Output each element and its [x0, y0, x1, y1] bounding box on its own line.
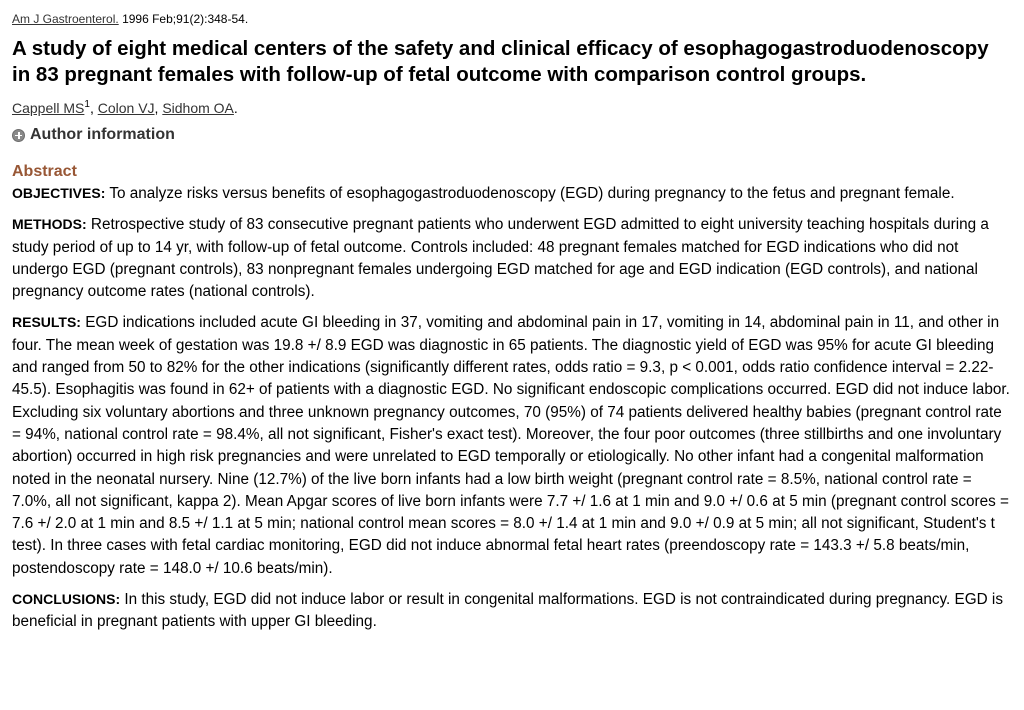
citation-line	[12, 10, 1012, 28]
objectives-label: OBJECTIVES:	[12, 185, 106, 201]
author-separator: ,	[89, 100, 98, 116]
objectives-text: To analyze risks versus benefits of esophagogastroduodenoscopy (EGD) during pregnancy to the fetus and pregnant female.	[109, 185, 955, 202]
author-information-toggle[interactable]	[12, 126, 1012, 144]
author-information-label[interactable]: Author information	[30, 126, 175, 143]
methods-section	[12, 213, 1012, 303]
results-text: EGD indications included acute GI bleeding in 37, vomiting and abdominal pain in 17, vomiting in 14, abdominal pain in 11, and other in four. The mean week of gestation was 19.8 +/ 8.9 EGD was diagnostic in 65 patients. The diagnostic yield of EGD was 95% for acute GI bleeding and ranged from 50 to 82% for the other indications (significantly different rates, odds ratio = 9.3, p < 0.001, odds ratio confidence interval = 2.22-45.5). Esophagitis was found in 62+ of patients with a diagnostic EGD. No significant endoscopic complications occurred. EGD did not induce labor. Excluding six voluntary abortions and three unknown pregnancy outcomes, 70 (95%) of 74 patients delivered healthy babies (pregnant control rate = 94%, national control rate = 98.4%, all not significant, Fisher's exact test). Moreover, the four poor outcomes (three stillbirths and one involuntary abortion) occurred in high risk pregnancies and were unrelated to EGD temporally or etiologically. No other infant had a congenital malformation noted in the neonatal nursery. Nine (12.7%) of the live born infants had a low birth weight (pregnant control rate = 8.5%, national control rate = 7.0%, all not significant, kappa 2). Mean Apgar scores of live born infants were 7.7 +/ 1.6 at 1 min and 9.0 +/ 0.6 at 5 min (pregnant control scores = 7.6 +/ 2.0 at 1 min and 8.5 +/ 1.1 at 5 min; national control mean scores = 8.0 +/ 1.4 at 1 min and 9.0 +/ 0.9 at 5 min; all not significant, Student's t test). In three cases with fetal cardiac monitoring, EGD did not induce abnormal fetal heart rates (preendoscopy rate = 143.3 +/ 5.8 beats/min, postendoscopy rate = 148.0 +/ 10.6 beats/min).	[12, 314, 1010, 577]
methods-text: Retrospective study of 83 consecutive pregnant patients who underwent EGD admitted to eight university teaching hospitals during a study period of up to 14 yr, with follow-up of fetal outcome. Controls included: 48 pregnant females matched for EGD indications who did not undergo EGD (pregnant controls), 83 nonpregnant females undergoing EGD matched for age and EGD indication (EGD controls), and national pregnancy outcome rates (national controls).	[12, 216, 989, 301]
author-list	[12, 98, 1012, 118]
author-link-sidhom[interactable]: Sidhom OA	[162, 100, 234, 116]
abstract-heading: Abstract	[12, 163, 77, 180]
author-link-cappell[interactable]: Cappell MS	[12, 100, 85, 116]
citation-details: 1996 Feb;91(2):348-54.	[122, 12, 249, 26]
results-label: RESULTS:	[12, 314, 81, 331]
conclusions-text: In this study, EGD did not induce labor or result in congenital malformations. EGD is not contraindicated during pregnancy. EGD is beneficial in pregnant patients with upper GI bleeding.	[12, 591, 1003, 631]
affiliation-superscript: 1	[84, 99, 90, 110]
author-list-end: .	[233, 100, 238, 116]
article-title: A study of eight medical centers of the safety and clinical efficacy of esophagogastroduodenoscopy in 83 pregnant females with follow-up of fetal outcome with comparison control groups.	[12, 37, 989, 86]
objectives-section	[12, 182, 1012, 205]
conclusions-label: CONCLUSIONS:	[12, 591, 121, 608]
methods-label: METHODS:	[12, 216, 87, 233]
journal-link[interactable]: Am J Gastroenterol.	[12, 12, 119, 26]
conclusions-section	[12, 588, 1012, 634]
author-link-colon[interactable]: Colon VJ	[97, 100, 155, 116]
author-separator: ,	[154, 100, 163, 116]
results-section	[12, 311, 1012, 580]
plus-circle-icon[interactable]	[12, 129, 25, 142]
